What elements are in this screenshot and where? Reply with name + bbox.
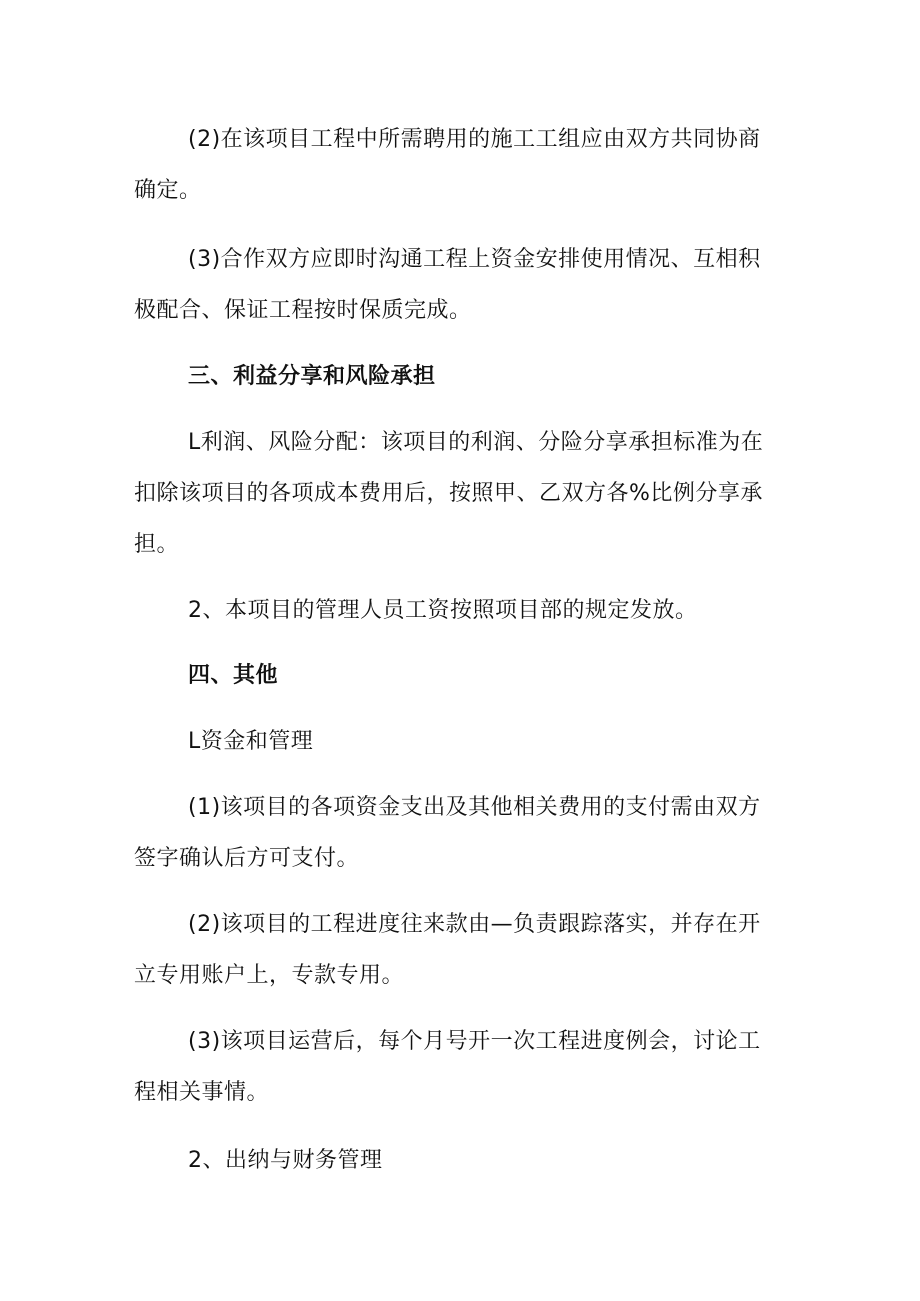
paragraph-staff-salary: 2、本项目的管理人员工资按照项目部的规定发放。	[188, 598, 698, 623]
subheading-funds-management: L资金和管理	[188, 729, 314, 754]
paragraph-profit-risk-line-3: 担。	[134, 532, 180, 557]
section-heading-other: 四、其他	[188, 663, 279, 688]
subheading-cashier-finance: 2、出纳与财务管理	[188, 1148, 383, 1173]
paragraph-expense-approval-line-1: (1)该项目的各项资金支出及其他相关费用的支付需由双方	[188, 795, 761, 820]
paragraph-crew-consultation-line-2: 确定。	[134, 178, 202, 203]
section-heading-profit-risk: 三、利益分享和风险承担	[188, 364, 436, 389]
paragraph-progress-payment-line-1: (2)该项目的工程进度往来款由—负责跟踪落实，并存在开	[188, 912, 761, 937]
paragraph-crew-consultation-line-1: (2)在该项目工程中所需聘用的施工工组应由双方共同协商	[188, 127, 761, 152]
paragraph-funds-communication-line-2: 极配合、保证工程按时保质完成。	[134, 298, 472, 323]
paragraph-expense-approval-line-2: 签字确认后方可支付。	[134, 846, 360, 871]
paragraph-progress-meeting-line-1: (3)该项目运营后，每个月号开一次工程进度例会，讨论工	[188, 1029, 761, 1054]
paragraph-funds-communication-line-1: (3)合作双方应即时沟通工程上资金安排使用情况、互相积	[188, 247, 761, 272]
paragraph-progress-payment-line-2: 立专用账户上，专款专用。	[134, 963, 405, 988]
paragraph-profit-risk-line-2: 扣除该项目的各项成本费用后，按照甲、乙双方各%比例分享承	[134, 481, 763, 506]
paragraph-progress-meeting-line-2: 程相关事情。	[134, 1080, 270, 1105]
paragraph-profit-risk-line-1: L利润、风险分配：该项目的利润、分险分享承担标准为在	[188, 430, 764, 455]
